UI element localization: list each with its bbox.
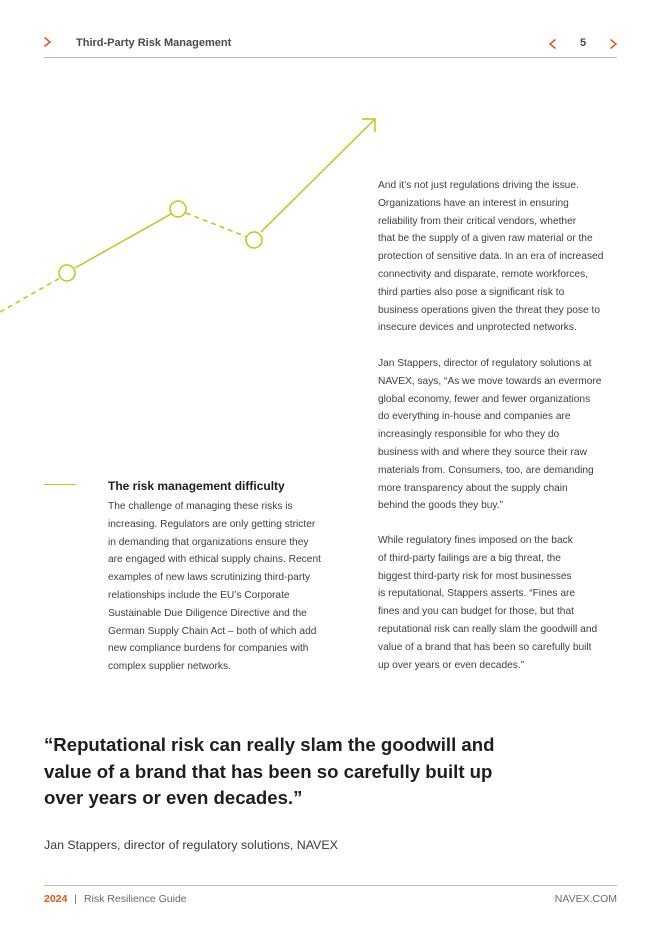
- right-paragraph-2: Jan Stappers, director of regulatory solutions at NAVEX, says, “As we move towards an evermore global economy, fewer and fewer organizations do everything in-house and companies are increasingly responsible for who they do business with and where they source their raw materials from. Consumers, too, are demanding more transparency about the supply chain behind the goods they buy.”: [378, 358, 602, 512]
- quote-attribution: Jan Stappers, director of regulatory solutions, NAVEX: [44, 838, 338, 852]
- footer-left: [44, 893, 187, 905]
- right-paragraph-3: While regulatory fines imposed on the back of third-party failings are a big threat, the biggest third-party risk for most businesses is reputational, Stappers asserts. “Fines are fines and you can budget for those, but that reputational risk can really slam the goodwill and value of a brand that has been so carefully built up over years or even decades.”: [378, 535, 598, 671]
- right-paragraph-1: And it’s not just regulations driving the issue. Organizations have an interest in ensuring reliability from their critical vendors, whether that be the supply of a given raw material or the protection of sensitive data. In an era of increased connectivity and disparate, remote workforces, third parties also pose a significant risk to business operations given the threat they pose to insecure devices and unprotected networks.: [378, 180, 604, 334]
- pull-quote: “Reputational risk can really slam the goodwill and value of a brand that has been so carefully built up over years or even decades.”: [44, 734, 495, 809]
- chevron-right-icon: [609, 38, 618, 50]
- section-body: The challenge of managing these risks is increasing. Regulators are only getting stricter in demanding that organizations ensure they are engaged with ethical supply chains. Recent examples of new laws scrutinizing third-party relationships include the EU’s Corporate Sustainable Due Diligence Directive and the German Supply Chain Act – both of which add new compliance burdens for companies with complex supplier networks.: [108, 501, 321, 673]
- prev-page-button[interactable]: [548, 37, 557, 55]
- header-divider: [44, 57, 617, 58]
- section-accent-line: [44, 484, 76, 485]
- footer-year: 2024: [44, 893, 68, 905]
- chevron-left-icon: [548, 38, 557, 50]
- header-title: Third-Party Risk Management: [76, 37, 232, 49]
- footer-site-link[interactable]: NAVEX.COM: [554, 893, 617, 905]
- footer-divider: [44, 885, 617, 886]
- next-page-button[interactable]: [609, 37, 618, 55]
- section-title: The risk management difficulty: [108, 479, 285, 493]
- footer-guide-title: Risk Resilience Guide: [83, 893, 187, 905]
- rising-line-chart-icon: [0, 110, 390, 320]
- page-number: 5: [579, 37, 587, 49]
- chevron-right-icon: [43, 36, 52, 52]
- footer-separator: |: [74, 893, 78, 905]
